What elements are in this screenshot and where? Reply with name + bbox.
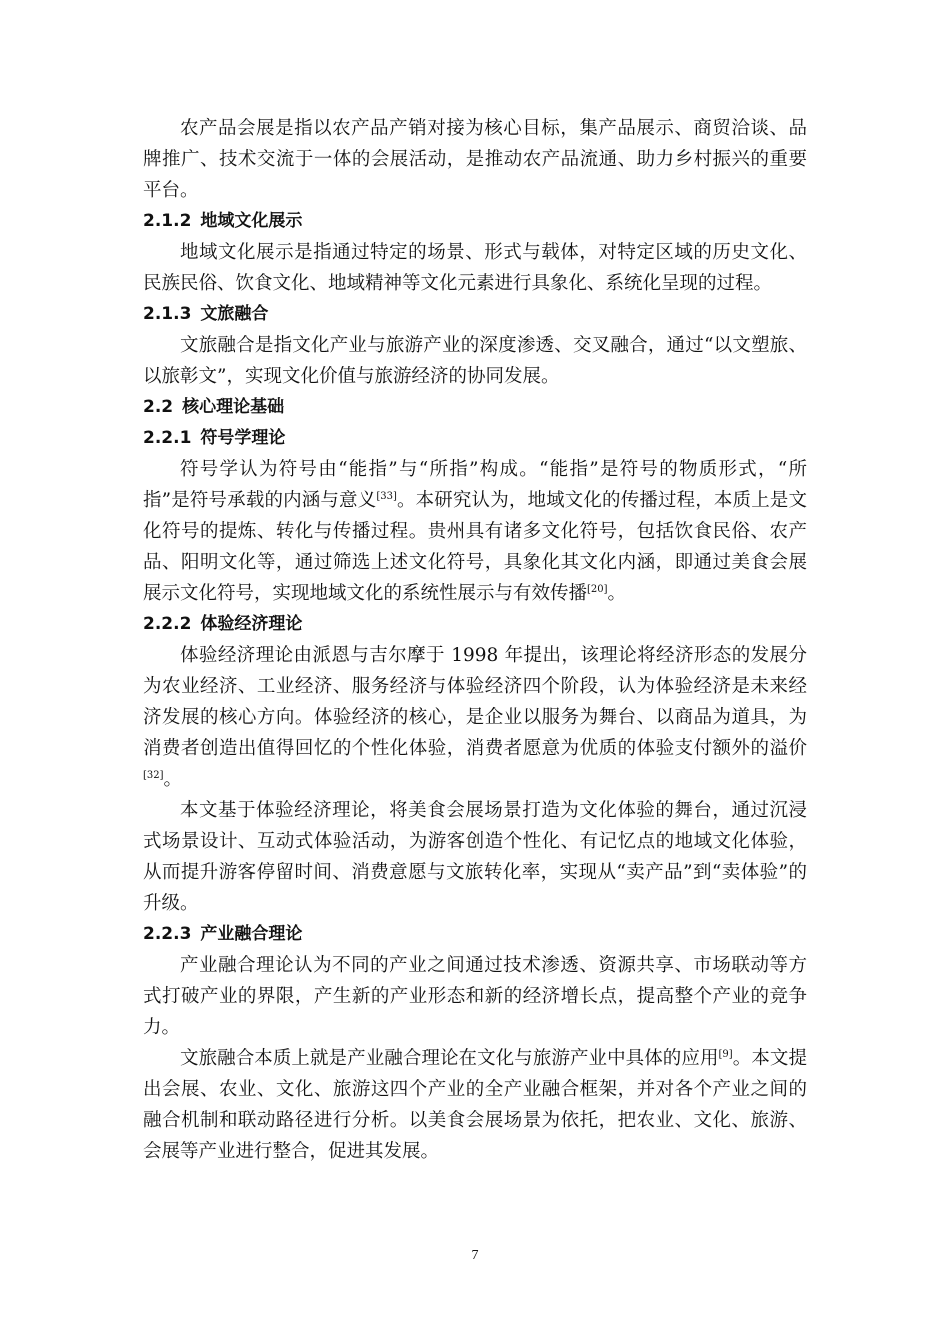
citation-ref: [32] <box>143 770 164 781</box>
heading-title: 符号学理论 <box>200 428 286 448</box>
paragraph-text: 。 <box>163 769 183 790</box>
heading-number: 2.1.2 <box>143 211 192 231</box>
page-number: 7 <box>471 1248 479 1263</box>
heading-title: 地域文化展示 <box>200 211 303 231</box>
heading-number: 2.2.1 <box>143 428 192 448</box>
paragraph-semiotics-theory <box>143 454 807 609</box>
page-body <box>143 113 807 1167</box>
heading-2-1-3 <box>143 299 807 330</box>
heading-2-2 <box>143 392 807 423</box>
heading-number: 2.2 <box>143 397 174 417</box>
heading-2-2-2 <box>143 609 807 640</box>
paragraph-experience-application: 本文基于体验经济理论，将美食会展场景打造为文化体验的舞台，通过沉浸式场景设计、互动式体验活动，为游客创造个性化、有记忆点的地域文化体验，从而提升游客停留时间、消费意愿与文旅转化率，实现从“卖产品”到“卖体验”的升级。 <box>143 800 807 914</box>
heading-2-1-2 <box>143 206 807 237</box>
heading-title: 体验经济理论 <box>200 614 303 634</box>
paragraph-text: 。 <box>607 583 627 604</box>
heading-title: 产业融合理论 <box>200 924 303 944</box>
citation-ref: [33] <box>376 491 397 502</box>
paragraph-culture-tourism-integration: 文旅融合是指文化产业与旅游产业的深度渗透、交叉融合，通过“以文塑旅、以旅彰文”，实现文化价值与旅游经济的协同发展。 <box>143 335 807 387</box>
paragraph-text: 。本文提出会展、农业、文化、旅游这四个产业的全产业融合框架，并对各个产业之间的融合机制和联动路径进行分析。以美食会展场景为依托，把农业、文化、旅游、会展等产业进行整合，促进其发展。 <box>143 1048 807 1162</box>
heading-title: 核心理论基础 <box>182 397 285 417</box>
paragraph-industry-integration-theory: 产业融合理论认为不同的产业之间通过技术渗透、资源共享、市场联动等方式打破产业的界限，产生新的产业形态和新的经济增长点，提高整个产业的竞争力。 <box>143 955 807 1038</box>
paragraph-text: 体验经济理论由派恩与吉尔摩于 1998 年提出，该理论将经济形态的发展分为农业经济、工业经济、服务经济与体验经济四个阶段，认为体验经济是未来经济发展的核心方向。体验经济的核心，是企业以服务为舞台、以商品为道具，为消费者创造出值得回忆的个性化体验，消费者愿意为优质的体验支付额外的溢价 <box>143 645 807 759</box>
paragraph-text: 。本研究认为，地域文化的传播过程，本质上是文化符号的提炼、转化与传播过程。贵州具有诸多文化符号，包括饮食民俗、农产品、阳明文化等，通过筛选上述文化符号，具象化其文化内涵，即通过美食会展展示文化符号，实现地域文化的系统性展示与有效传播 <box>143 490 807 604</box>
heading-2-2-3 <box>143 919 807 950</box>
heading-number: 2.2.2 <box>143 614 192 634</box>
heading-2-2-1 <box>143 423 807 454</box>
paragraph-experience-economy-theory <box>143 640 807 795</box>
paragraph-industry-integration-application <box>143 1043 807 1167</box>
heading-number: 2.1.3 <box>143 304 192 324</box>
paragraph-regional-culture-display: 地域文化展示是指通过特定的场景、形式与载体，对特定区域的历史文化、民族民俗、饮食文化、地域精神等文化元素进行具象化、系统化呈现的过程。 <box>143 242 807 294</box>
paragraph-agri-expo-definition: 农产品会展是指以农产品产销对接为核心目标，集产品展示、商贸洽谈、品牌推广、技术交流于一体的会展活动，是推动农产品流通、助力乡村振兴的重要平台。 <box>143 118 807 201</box>
citation-ref: [20] <box>587 584 608 595</box>
paragraph-text: 文旅融合本质上就是产业融合理论在文化与旅游产业中具体的应用 <box>180 1048 719 1069</box>
citation-ref: [9] <box>718 1049 733 1060</box>
heading-number: 2.2.3 <box>143 924 192 944</box>
paragraph-text: 符号学认为符号由“能指”与“所指”构成。“能指”是符号的物质形式，“所指”是符号承载的内涵与意义 <box>143 459 807 511</box>
heading-title: 文旅融合 <box>200 304 269 324</box>
